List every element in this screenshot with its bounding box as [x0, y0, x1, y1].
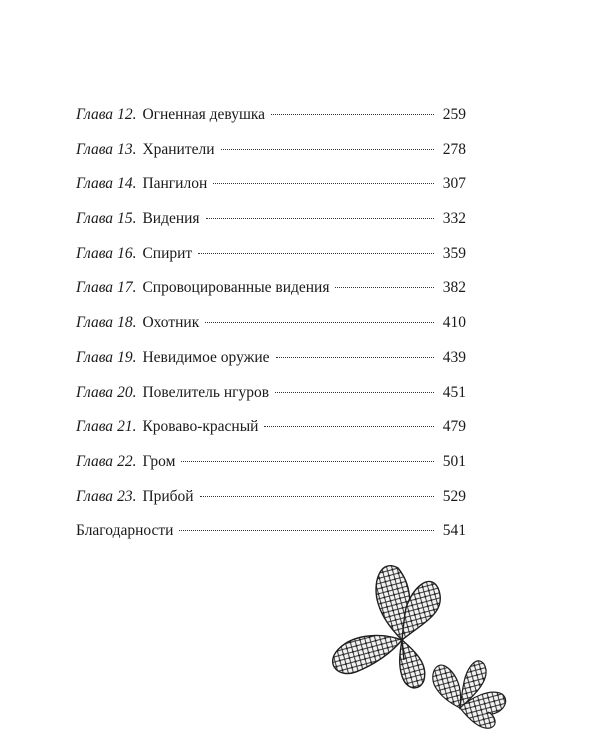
chapter-title: Кроваво-красный: [142, 418, 259, 436]
chapter-title: Прибой: [142, 487, 194, 505]
toc-entry: [76, 453, 466, 488]
chapter-label: Глава: [76, 140, 114, 158]
chapter-title: Видения: [142, 210, 200, 228]
chapter-label: Глава: [76, 175, 114, 193]
toc-entry: [76, 418, 466, 453]
dot-leader: [221, 149, 434, 150]
chapter-title: Гром: [142, 452, 176, 470]
chapter-label: Глава: [76, 348, 114, 366]
chapter-title: Невидимое оружие: [142, 348, 270, 366]
chapter-label: Глава: [76, 314, 114, 332]
dot-leader: [206, 218, 434, 219]
page-number: 259: [442, 106, 466, 123]
toc-entry: [76, 349, 466, 384]
chapter-label: Глава: [76, 383, 114, 401]
dot-leader: [335, 287, 434, 288]
lace-butterflies-icon: [320, 548, 540, 748]
small-butterfly: [433, 661, 506, 728]
chapter-title: Спровоцированные видения: [142, 279, 330, 297]
dot-leader: [276, 357, 434, 358]
chapter-title: Благодарности: [76, 522, 174, 540]
chapter-number: 14.: [117, 175, 137, 193]
dot-leader: [200, 496, 434, 497]
toc-entry: [76, 314, 466, 349]
large-butterfly: [333, 566, 441, 688]
chapter-title: Пангилон: [142, 175, 208, 193]
dot-leader: [198, 253, 434, 254]
chapter-number: 22.: [117, 452, 137, 470]
chapter-label: Глава: [76, 418, 114, 436]
toc-entry: [76, 245, 466, 280]
dot-leader: [181, 461, 434, 462]
chapter-number: 12.: [117, 106, 137, 123]
dot-leader: [213, 183, 434, 184]
table-of-contents: [76, 106, 466, 557]
page-number: 382: [442, 279, 466, 297]
dot-leader: [275, 392, 434, 393]
chapter-title: Хранители: [142, 140, 215, 158]
page-number: 439: [442, 348, 466, 366]
chapter-number: 13.: [117, 140, 137, 158]
chapter-label: Глава: [76, 244, 114, 262]
page-number: 501: [442, 452, 466, 470]
chapter-label: Глава: [76, 487, 114, 505]
page-number: 410: [442, 314, 466, 332]
page-number: 332: [442, 210, 466, 228]
toc-entry: [76, 488, 466, 523]
toc-entry: [76, 141, 466, 176]
dot-leader: [264, 426, 434, 427]
dot-leader: [271, 114, 434, 115]
chapter-number: 18.: [117, 314, 137, 332]
page-number: 307: [442, 175, 466, 193]
chapter-number: 15.: [117, 210, 137, 228]
chapter-number: 16.: [117, 244, 137, 262]
chapter-label: Глава: [76, 279, 114, 297]
dot-leader: [205, 322, 434, 323]
chapter-label: Глава: [76, 210, 114, 228]
toc-entry: [76, 106, 466, 141]
chapter-title: Охотник: [142, 314, 200, 332]
chapter-label: Глава: [76, 452, 114, 470]
page-number: 541: [442, 522, 466, 540]
toc-entry: [76, 279, 466, 314]
chapter-title: Спирит: [142, 244, 193, 262]
toc-entry: [76, 384, 466, 419]
toc-entry: [76, 175, 466, 210]
page-number: 451: [442, 383, 466, 401]
chapter-number: 23.: [117, 487, 137, 505]
page-number: 359: [442, 244, 466, 262]
chapter-number: 19.: [117, 348, 137, 366]
toc-entry: [76, 210, 466, 245]
chapter-title: Повелитель нгуров: [142, 383, 270, 401]
chapter-number: 20.: [117, 383, 137, 401]
page-number: 479: [442, 418, 466, 436]
dot-leader: [179, 530, 434, 531]
chapter-title: Огненная девушка: [142, 106, 266, 123]
page-number: 278: [442, 140, 466, 158]
page-number: 529: [442, 487, 466, 505]
chapter-number: 21.: [117, 418, 137, 436]
chapter-label: Глава: [76, 106, 114, 123]
chapter-number: 17.: [117, 279, 137, 297]
